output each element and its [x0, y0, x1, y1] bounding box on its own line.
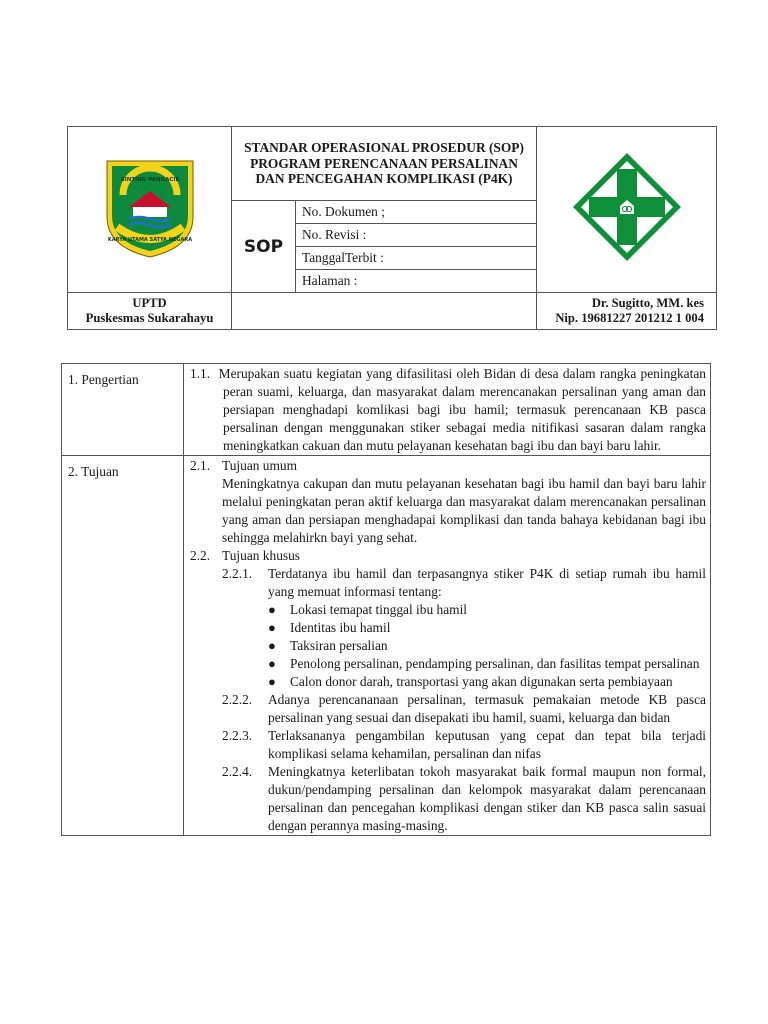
tujuan-umum-heading: [190, 457, 706, 475]
row-pengertian: [62, 364, 711, 456]
empty-footer-cell: [232, 293, 537, 330]
regency-logo-cell: [68, 127, 232, 293]
sop-content-table: [61, 363, 711, 836]
sub-item-2-2-1: [222, 565, 706, 601]
bullet-icon: ●: [268, 638, 276, 653]
bullet-item: ● Lokasi temapat tinggal ibu hamil: [268, 602, 468, 617]
org-line-uptd: UPTD: [132, 296, 167, 310]
label-pengertian: 1. Pengertian: [62, 364, 184, 456]
info-bullet-list: [268, 601, 706, 691]
tujuan-umum-text: Meningkatnya cakupan dan mutu pelayanan kesehatan bagi ibu hamil dan bayi baru lahir melalui peningkatan peran aktif keluarga dan masyarakat dalam merencanakan persalinan yang aman dan persiapan menghadapai komplikasi dan tanda bahaya kebidanan bagi ibu sehingga melahirkn bayi yang sehat.: [222, 476, 706, 545]
sub-item-2-2-4: [222, 763, 706, 835]
sub-num: 2.2.1.: [222, 566, 253, 581]
tujuan-khusus-title: Tujuan khusus: [222, 548, 301, 563]
bullet-item: ● Taksiran persalian: [268, 638, 388, 653]
pengertian-text: Merupakan suatu kegiatan yang difasilitasi oleh Bidan di desa dalam rangka peningkatan peran suami, keluarga, dan masyarakat dalam merencanakan persalinan yang aman dan persiapan menghadapi komlikasi bagi ibu hamil; termasuk perencanaan KB pasca persalinan dengan menggunakan stiker sebagai media nitifikasi sasaran dalam rangka meningkatkan cakuan dan mutu pelayanan kesehatan bagi ibu dan bayi baru lahir.: [218, 366, 706, 453]
sub-num: 2.2.3.: [222, 728, 253, 743]
sub-item-2-2-3: [222, 727, 706, 763]
organization-name: [68, 293, 232, 330]
sop-label: SOP: [232, 201, 296, 293]
sub-num: 2.2.4.: [222, 764, 253, 779]
bullet-item: ● Calon donor darah, transportasi yang akan digunakan serta pembiayaan: [268, 674, 673, 689]
sop-title: STANDAR OPERASIONAL PROSEDUR (SOP) PROGRAM PERENCANAAN PERSALINAN DAN PENCEGAHAN KOMPLIKASI (P4K): [232, 127, 537, 201]
sub-num: 2.2.2.: [222, 692, 253, 707]
info-tanggal-terbit: TanggalTerbit :: [296, 247, 537, 270]
sub-text: Terlaksananya pengambilan keputusan yang cepat dan tepat bila terjadi komplikasi selama kehamilan, persalinan dan nifas: [268, 728, 706, 761]
bullet-icon: ●: [268, 674, 276, 689]
signer-block: [537, 293, 717, 330]
sop-header-table: [67, 126, 717, 330]
info-no-revisi: No. Revisi :: [296, 224, 537, 247]
pengertian-num: 1.1.: [190, 366, 211, 381]
org-line-puskesmas: Puskesmas Sukarahayu: [85, 311, 214, 325]
logo-text-top: SINTING PANGACIE: [120, 177, 179, 183]
bullet-item: ● Penolong persalinan, pendamping persalinan, dan fasilitas tempat persalinan: [268, 656, 700, 671]
health-cross-logo-cell: [537, 127, 717, 293]
sub-text: Meningkatnya keterlibatan tokoh masyarakat baik formal maupun non formal, dukun/pendamping persalinan dan kelompok masyarakat dalam perencanaan persalinan dan pencegahan komplikasi dengan stiker dan KB pasca salin sasuai dengan perannya masing-masing.: [268, 764, 706, 833]
row-tujuan: [62, 456, 711, 836]
regency-logo-icon: [103, 155, 197, 259]
tujuan-umum-title: Tujuan umum: [222, 458, 298, 473]
sub-item-2-2-2: [222, 691, 706, 727]
signer-nip: Nip. 19681227 201212 1 004: [555, 311, 704, 325]
info-halaman: Halaman :: [296, 270, 537, 293]
sub-text: Adanya perencananaan persalinan, termasuk pemakaian metode KB pasca persalinan yang sesuai dan disepakati ibu hamil, suami, keluarga dan bidan: [268, 692, 706, 725]
bullet-icon: ●: [268, 620, 276, 635]
pengertian-paragraph: [190, 365, 706, 455]
signer-name: Dr. Sugitto, MM. kes: [591, 296, 704, 310]
bullet-icon: ●: [268, 602, 276, 617]
info-no-dokumen: No. Dokumen ;: [296, 201, 537, 224]
bullet-icon: ●: [268, 656, 276, 671]
body-pengertian: [184, 364, 711, 456]
label-tujuan: 2. Tujuan: [62, 456, 184, 836]
tujuan-umum-num: 2.1.: [190, 458, 211, 473]
health-cross-icon: [571, 151, 683, 263]
body-tujuan: [184, 456, 711, 836]
tujuan-khusus-num: 2.2.: [190, 548, 211, 563]
sub-text: Terdatanya ibu hamil dan terpasangnya stiker P4K di setiap rumah ibu hamil yang memuat informasi tentang:: [268, 566, 706, 599]
tujuan-khusus-heading: [190, 547, 706, 565]
logo-text-bottom: KARYA UTAMA SATYA NEGARA: [107, 237, 192, 243]
bullet-item: ● Identitas ibu hamil: [268, 620, 391, 635]
